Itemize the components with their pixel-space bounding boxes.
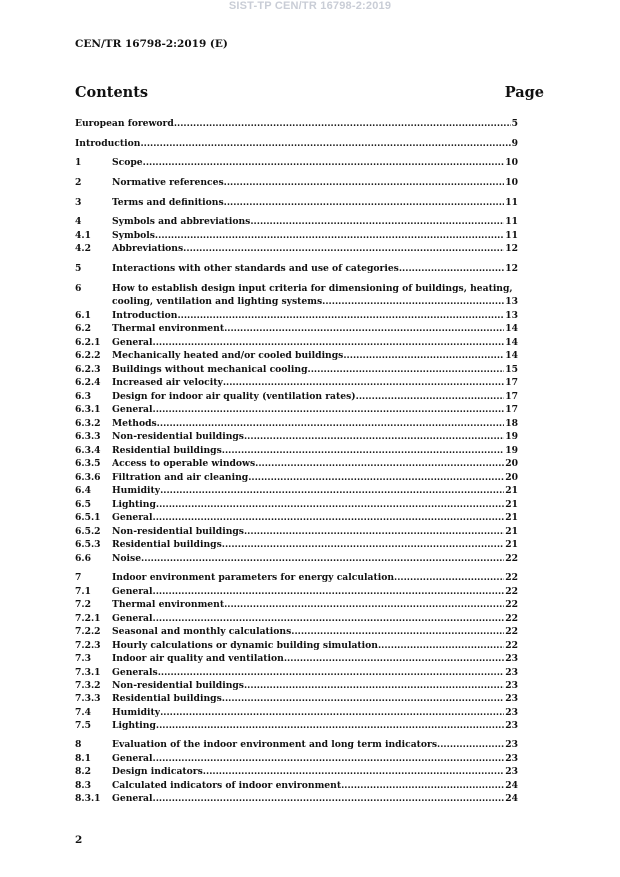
toc-entry[interactable] [75, 652, 518, 665]
toc-leader-dots [156, 498, 504, 511]
toc-entry-page: 23 [505, 739, 518, 750]
toc-leader-dots [153, 336, 505, 349]
toc-entry-page: 17 [505, 377, 518, 388]
toc-entry-page: 18 [505, 418, 518, 429]
toc-entry-number: 6.1 [75, 310, 91, 321]
toc-entry-title: General [112, 753, 153, 764]
toc-leader-dots [394, 571, 504, 584]
toc-entry-page: 17 [505, 391, 518, 402]
toc-entry-title: Non-residential buildings [112, 526, 244, 537]
toc-entry[interactable] [75, 765, 518, 778]
toc-entry[interactable] [75, 363, 518, 376]
toc-entry-number: 8 [75, 739, 82, 750]
toc-entry-number: 6.3.6 [75, 472, 101, 483]
toc-leader-dots [177, 309, 504, 322]
toc-entry[interactable] [75, 612, 518, 625]
toc-entry-page: 12 [505, 263, 518, 274]
toc-entry-page: 24 [505, 793, 518, 804]
toc-entry[interactable] [75, 156, 518, 169]
toc-leader-dots [157, 417, 505, 430]
toc-entry-number: 6.3.4 [75, 445, 101, 456]
toc-entry-number: 6.3.1 [75, 404, 101, 415]
toc-leader-dots [143, 156, 505, 169]
toc-entry-page: 23 [505, 766, 518, 777]
toc-entry-number: 6.6 [75, 553, 91, 564]
toc-entry[interactable] [75, 282, 518, 308]
toc-entry-number: 7.1 [75, 586, 91, 597]
toc-entry-number: 6.5 [75, 499, 91, 510]
toc-entry[interactable] [75, 571, 518, 584]
toc-entry-title: Symbols and abbreviations [112, 216, 251, 227]
toc-entry-title: Introduction [112, 310, 178, 321]
toc-entry-number: 8.3.1 [75, 793, 101, 804]
toc-entry[interactable] [75, 525, 518, 538]
toc-entry-title: Residential buildings [112, 539, 222, 550]
toc-leader-dots [153, 403, 505, 416]
toc-entry[interactable] [75, 625, 518, 638]
toc-entry-title: Symbols [112, 230, 155, 241]
toc-entry[interactable] [75, 598, 518, 611]
toc-entry-number: 8.1 [75, 753, 91, 764]
toc-entry[interactable] [75, 471, 518, 484]
toc-entry-page: 14 [505, 323, 518, 334]
toc-leader-dots [158, 666, 505, 679]
toc-entry-number: 7.2.3 [75, 640, 101, 651]
toc-entry[interactable] [75, 349, 518, 362]
toc-entry[interactable] [75, 242, 518, 255]
toc-entry-number: 7.3.2 [75, 680, 101, 691]
toc-leader-dots [160, 484, 504, 497]
toc-entry-number: 6.2.1 [75, 337, 101, 348]
toc-entry[interactable] [75, 262, 518, 275]
toc-entry-page: 21 [505, 499, 518, 510]
toc-entry-number: 6 [75, 283, 82, 294]
toc-leader-dots [437, 738, 504, 751]
toc-entry-title: Calculated indicators of indoor environment [112, 780, 342, 791]
toc-entry-title: European foreword [75, 118, 174, 129]
toc-entry[interactable] [75, 417, 518, 430]
toc-entry-page: 23 [505, 653, 518, 664]
toc-entry-title: Residential buildings [112, 445, 222, 456]
toc-entry-title: Buildings without mechanical cooling [112, 364, 308, 375]
toc-leader-dots [255, 457, 504, 470]
toc-leader-dots [284, 652, 504, 665]
toc-leader-dots [153, 511, 505, 524]
toc-entry-title: Indoor air quality and ventilation [112, 653, 284, 664]
toc-leader-dots [222, 692, 504, 705]
toc-entry-page: 24 [505, 780, 518, 791]
toc-leader-dots [341, 779, 504, 792]
toc-leader-dots [160, 706, 504, 719]
toc-leader-dots [183, 242, 504, 255]
toc-entry-number: 6.3.5 [75, 458, 101, 469]
toc-entry[interactable] [75, 430, 518, 443]
toc-entry[interactable] [75, 444, 518, 457]
toc-entry-title: Humidity [112, 485, 161, 496]
toc-entry-page: 21 [505, 485, 518, 496]
toc-entry[interactable] [75, 585, 518, 598]
toc-entry[interactable] [75, 376, 518, 389]
toc-entry-page: 5 [511, 118, 518, 129]
toc-entry-page: 11 [505, 230, 518, 241]
toc-entry-title: General [112, 793, 153, 804]
toc-leader-dots [222, 538, 504, 551]
toc-entry[interactable] [75, 511, 518, 524]
toc-entry-page: 23 [505, 680, 518, 691]
toc-entry-number: 7.3.3 [75, 693, 101, 704]
toc-entry-number: 7.5 [75, 720, 91, 731]
toc-entry-title: General [112, 404, 153, 415]
toc-leader-dots [244, 679, 504, 692]
toc-entry[interactable] [75, 117, 518, 130]
toc-entry-page: 23 [505, 693, 518, 704]
toc-entry-page: 22 [505, 572, 518, 583]
toc-entry-page: 13 [505, 296, 518, 307]
toc-entry-title: Hourly calculations or dynamic building simulation [112, 640, 378, 651]
toc-entry-number: 7.4 [75, 707, 91, 718]
toc-entry[interactable] [75, 639, 518, 652]
toc-leader-dots [203, 765, 504, 778]
toc-leader-dots [153, 612, 505, 625]
toc-entry-number: 6.2 [75, 323, 91, 334]
toc-entry-page: 21 [505, 512, 518, 523]
toc-entry[interactable] [75, 552, 518, 565]
toc-entry-title: Filtration and air cleaning [112, 472, 249, 483]
toc-entry-page: 10 [505, 177, 518, 188]
toc-entry[interactable] [75, 692, 518, 705]
toc-entry[interactable] [75, 390, 518, 403]
toc-entry-number: 3 [75, 197, 82, 208]
toc-entry-number: 4.1 [75, 230, 91, 241]
toc-entry-title: Thermal environment [112, 323, 225, 334]
toc-entry[interactable] [75, 309, 518, 322]
toc-entry-title: Introduction [75, 138, 141, 149]
toc-leader-dots [250, 215, 504, 228]
toc-entry-number: 8.3 [75, 780, 91, 791]
toc-entry[interactable] [75, 336, 518, 349]
toc-entry-title: Abbreviations [112, 243, 184, 254]
toc-entry[interactable] [75, 752, 518, 765]
toc-leader-dots [224, 598, 504, 611]
toc-leader-dots [153, 752, 505, 765]
toc-entry[interactable] [75, 738, 518, 751]
toc-entry-page: 22 [505, 553, 518, 564]
toc-entry-number: 6.3 [75, 391, 91, 402]
toc-entry-page: 22 [505, 586, 518, 597]
toc-entry[interactable] [75, 215, 518, 228]
toc-entry-title: Lighting [112, 499, 156, 510]
toc-entry[interactable] [75, 779, 518, 792]
toc-entry-title: Non-residential buildings [112, 680, 244, 691]
toc-entry-number: 6.3.2 [75, 418, 101, 429]
toc-entry-page: 23 [505, 720, 518, 731]
toc-entry-page: 19 [505, 445, 518, 456]
toc-entry-page: 23 [505, 707, 518, 718]
toc-entry-page: 17 [505, 404, 518, 415]
toc-entry-number: 6.3.3 [75, 431, 101, 442]
toc-entry-number: 4 [75, 216, 82, 227]
toc-entry-title: Seasonal and monthly calculations [112, 626, 292, 637]
toc-leader-dots [155, 229, 504, 242]
page-column-heading: Page [504, 84, 544, 101]
toc-entry-number: 6.2.3 [75, 364, 101, 375]
toc-leader-dots [174, 117, 511, 130]
toc-leader-dots [378, 639, 504, 652]
toc-entry-page: 21 [505, 526, 518, 537]
toc-entry[interactable] [75, 403, 518, 416]
toc-leader-dots [153, 585, 505, 598]
toc-entry-page: 11 [505, 216, 518, 227]
toc-leader-dots [322, 295, 504, 308]
toc-entry-page: 11 [505, 197, 518, 208]
toc-entry-number: 7.2 [75, 599, 91, 610]
toc-entry-page: 14 [505, 337, 518, 348]
toc-entry-page: 10 [505, 157, 518, 168]
toc-entry[interactable] [75, 229, 518, 242]
toc-entry-title: Residential buildings [112, 693, 222, 704]
toc-entry-title: Access to operable windows [112, 458, 256, 469]
toc-entry-page: 20 [505, 472, 518, 483]
toc-entry-title: Scope [112, 157, 143, 168]
toc-entry-title: Mechanically heated and/or cooled buildings [112, 350, 344, 361]
toc-entry[interactable] [75, 457, 518, 470]
toc-entry[interactable] [75, 498, 518, 511]
toc-leader-dots [153, 792, 505, 805]
toc-entry-number: 7 [75, 572, 82, 583]
toc-entry-page: 23 [505, 753, 518, 764]
toc-entry-number: 6.2.4 [75, 377, 101, 388]
toc-entry[interactable] [75, 706, 518, 719]
toc-leader-dots [224, 322, 504, 335]
toc-entry-number: 1 [75, 157, 82, 168]
toc-entry-number: 7.2.2 [75, 626, 101, 637]
toc-entry-number: 2 [75, 177, 82, 188]
toc-entry-page: 22 [505, 599, 518, 610]
toc-leader-dots [244, 525, 504, 538]
toc-leader-dots [244, 430, 504, 443]
toc-entry-number: 6.5.1 [75, 512, 101, 523]
toc-entry-title: Indoor environment parameters for energy calculation [112, 572, 395, 583]
toc-entry[interactable] [75, 719, 518, 732]
toc-entry-number: 8.2 [75, 766, 91, 777]
toc-entry-title: General [112, 337, 153, 348]
toc-entry-page: 22 [505, 613, 518, 624]
toc-leader-dots [308, 363, 505, 376]
toc-entry[interactable] [75, 137, 518, 150]
toc-entry-title: Design for indoor air quality (ventilation rates) [112, 391, 356, 402]
toc-entry-title: General [112, 586, 153, 597]
toc-leader-dots [399, 262, 504, 275]
toc-entry[interactable] [75, 679, 518, 692]
toc-entry-number: 6.5.3 [75, 539, 101, 550]
toc-entry[interactable] [75, 322, 518, 335]
toc-entry-page: 13 [505, 310, 518, 321]
toc-entry-title: Design indicators [112, 766, 203, 777]
toc-leader-dots [141, 552, 504, 565]
toc-entry-title: Normative references [112, 177, 224, 188]
toc-entry-number: 5 [75, 263, 82, 274]
toc-entry-title: Evaluation of the indoor environment and long term indicators [112, 739, 438, 750]
toc-entry-page: 14 [505, 350, 518, 361]
toc-entry-title: Methods [112, 418, 157, 429]
toc-entry[interactable] [75, 484, 518, 497]
toc-leader-dots [291, 625, 504, 638]
toc-entry-title-line1: How to establish design input criteria for dimensioning of buildings, heating, [112, 283, 513, 294]
toc-entry-number: 7.3.1 [75, 667, 101, 678]
toc-entry[interactable] [75, 196, 518, 209]
toc-entry-page: 22 [505, 640, 518, 651]
toc-entry-number: 6.4 [75, 485, 91, 496]
toc-entry-page: 12 [505, 243, 518, 254]
toc-entry-title: Noise [112, 553, 142, 564]
toc-entry-page: 9 [511, 138, 518, 149]
toc-entry-number: 7.3 [75, 653, 91, 664]
toc-leader-dots [140, 137, 510, 150]
toc-entry[interactable] [75, 666, 518, 679]
contents-heading: Contents [75, 84, 149, 101]
document-id: CEN/TR 16798-2:2019 (E) [75, 38, 228, 50]
toc-entry-page: 15 [505, 364, 518, 375]
toc-entry[interactable] [75, 176, 518, 189]
toc-entry-page: 20 [505, 458, 518, 469]
toc-entry-title: Interactions with other standards and use of categories [112, 263, 399, 274]
toc-leader-dots [156, 719, 504, 732]
toc-leader-dots [224, 176, 505, 189]
toc-entry-title: Lighting [112, 720, 156, 731]
toc-entry-page: 23 [505, 667, 518, 678]
toc-leader-dots [224, 196, 505, 209]
toc-entry-page: 21 [505, 539, 518, 550]
toc-entry-page: 22 [505, 626, 518, 637]
toc-entry-title: Generals [112, 667, 158, 678]
toc-entry[interactable] [75, 792, 518, 805]
toc-entry-title: Terms and definitions [112, 197, 224, 208]
toc-entry-title: cooling, ventilation and lighting systems [112, 296, 323, 307]
toc-leader-dots [248, 471, 504, 484]
toc-entry-title: Humidity [112, 707, 161, 718]
toc-leader-dots [223, 376, 504, 389]
toc-leader-dots [222, 444, 504, 457]
toc-entry-number: 6.5.2 [75, 526, 101, 537]
toc-leader-dots [343, 349, 504, 362]
toc-entry-number: 6.2.2 [75, 350, 101, 361]
watermark: SIST-TP CEN/TR 16798-2:2019 [228, 0, 392, 12]
toc-entry[interactable] [75, 538, 518, 551]
footer-page-number: 2 [75, 834, 83, 846]
toc-entry-number: 7.2.1 [75, 613, 101, 624]
toc-entry-title: Thermal environment [112, 599, 225, 610]
toc-entry-title: General [112, 613, 153, 624]
toc-leader-dots [356, 390, 505, 403]
toc-entry-number: 4.2 [75, 243, 91, 254]
toc-entry-page: 19 [505, 431, 518, 442]
toc-entry-title: Increased air velocity [112, 377, 223, 388]
toc-entry-title: Non-residential buildings [112, 431, 244, 442]
toc-entry-title: General [112, 512, 153, 523]
